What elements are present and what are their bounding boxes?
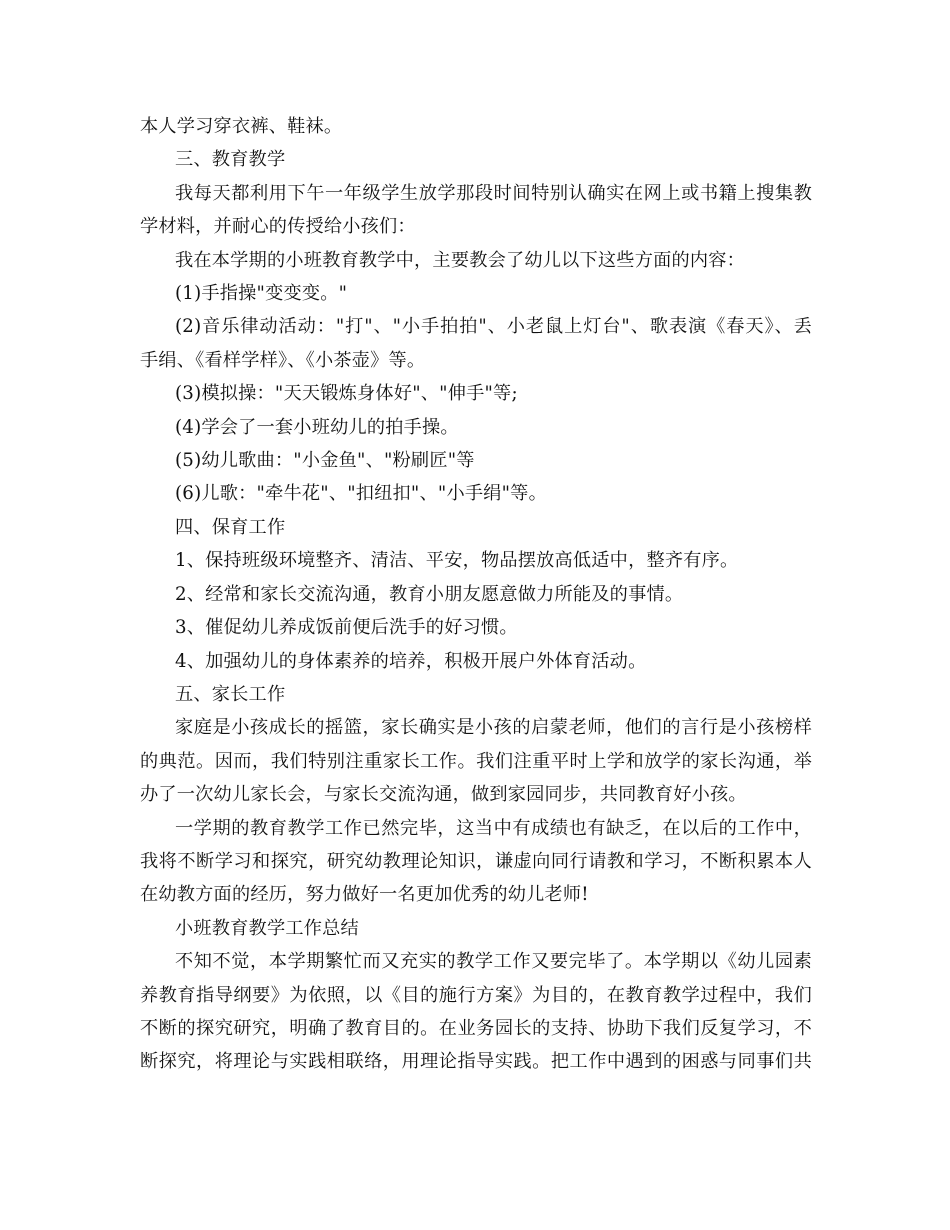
text-line: 三、教育教学: [175, 149, 286, 171]
text-line: 断探究，将理论与实践相联络，用理论指导实践。把工作中遇到的困惑与同事们共: [140, 1051, 812, 1073]
text-line: 不断的探究研究，明确了教育目的。在业务园长的支持、协助下我们反复学习，不: [140, 1017, 812, 1039]
text-line: 4、加强幼儿的身体素养的培养，积极开展户外体育活动。: [175, 650, 647, 672]
text-line: 3、催促幼儿养成饭前便后洗手的好习惯。: [175, 617, 518, 639]
text-line: 家庭是小孩成长的摇篮，家长确实是小孩的启蒙老师，他们的言行是小孩榜样: [175, 717, 812, 739]
text-line: 五、家长工作: [175, 683, 286, 705]
text-line: 我在本学期的小班教育教学中，主要教会了幼儿以下这些方面的内容：: [175, 249, 746, 271]
text-line: 本人学习穿衣裤、鞋袜。: [140, 116, 343, 137]
text-line: 办了一次幼儿家长会，与家长交流沟通，做到家园同步，共同教育好小孩。: [140, 784, 747, 806]
text-line: 学材料，并耐心的传授给小孩们：: [140, 216, 416, 238]
text-line: 的典范。因而，我们特别注重家长工作。我们注重平时上学和放学的家长沟通，举: [140, 750, 812, 772]
text-line: (2)音乐律动活动："打"、"小手拍拍"、小老鼠上灯台"、歌表演《春天》、丢: [175, 316, 812, 338]
text-line: 一学期的教育教学工作已然完毕，这当中有成绩也有缺乏，在以后的工作中，: [175, 817, 812, 839]
text-line: 手绢、《看样学样》、《小茶壶》等。: [140, 349, 426, 371]
text-line: (6)儿歌："牵牛花"、"扣纽扣"、"小手绢"等。: [175, 483, 547, 505]
text-line: (1)手指操"变变变。": [175, 283, 348, 305]
text-line: (3)模拟操："天天锻炼身体好"、"伸手"等;: [175, 383, 518, 405]
text-line: 四、保育工作: [175, 516, 286, 538]
text-line: 小班教育教学工作总结: [175, 917, 359, 939]
document-body: [140, 110, 812, 1079]
text-line: 养教育指导纲要》为依照，以《目的施行方案》为目的，在教育教学过程中，我们: [140, 984, 812, 1006]
text-line: (4)学会了一套小班幼儿的拍手操。: [175, 416, 459, 438]
text-line: (5)幼儿歌曲："小金鱼"、"粉刷匠"等: [175, 450, 475, 472]
text-line: 我将不断学习和探究，研究幼教理论知识，谦虚向同行请教和学习，不断积累本人: [140, 850, 812, 872]
text-line: 我每天都利用下午一年级学生放学那段时间特别认确实在网上或书籍上搜集教: [175, 182, 812, 204]
text-line: 2、经常和家长交流沟通，教育小朋友愿意做力所能及的事情。: [175, 583, 684, 605]
text-line: 不知不觉，本学期繁忙而又充实的教学工作又要完毕了。本学期以《幼儿园素: [175, 951, 812, 973]
text-line: 在幼教方面的经历，努力做好一名更加优秀的幼儿老师!: [140, 884, 589, 906]
text-line: 1、保持班级环境整齐、清洁、平安，物品摆放高低适中，整齐有序。: [175, 550, 739, 572]
